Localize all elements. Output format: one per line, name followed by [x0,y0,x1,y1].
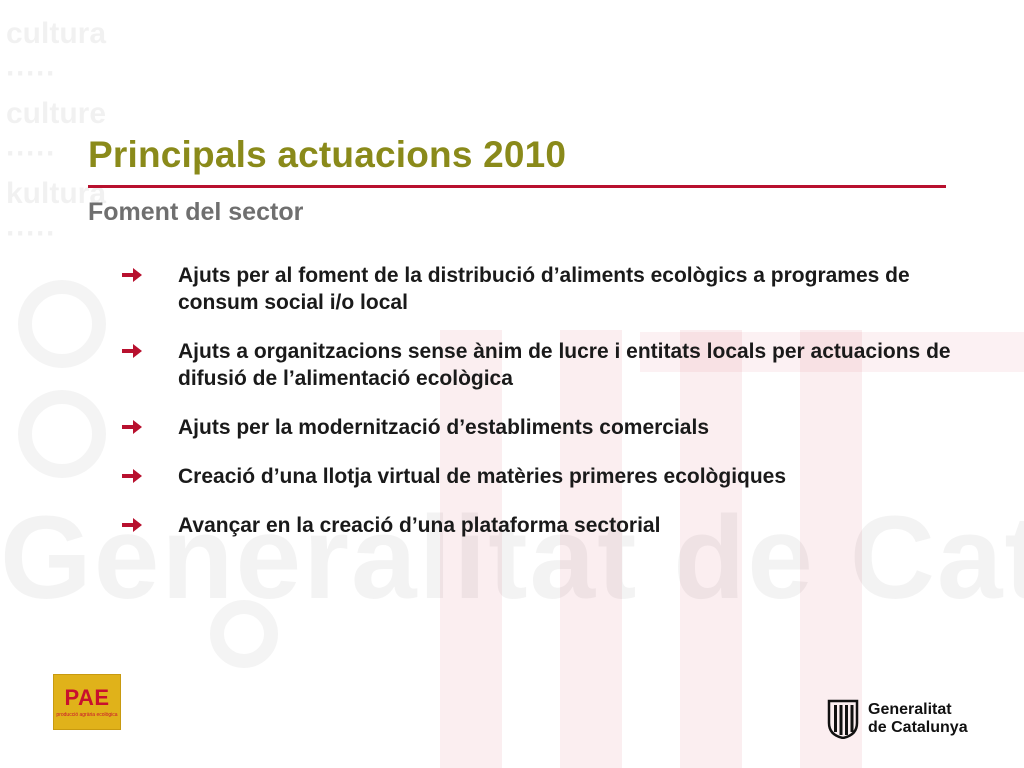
watermark-ring [18,390,106,478]
generalitat-line2: de Catalunya [868,719,968,736]
bullet-text: Avançar en la creació d’una plataforma sectorial [178,514,661,537]
slide-subtitle: Foment del sector [88,198,304,226]
bullet-text: Ajuts per la modernització d’establiments comercials [178,416,709,439]
bullet-list [122,262,952,561]
bullet-text: Creació d’una llotja virtual de matèries primeres ecològiques [178,465,787,488]
pae-logo [53,674,121,730]
generalitat-logo [826,698,968,740]
pae-logo-text: PAE [64,684,110,710]
watermark-ring [210,600,278,668]
bullet-item [122,262,952,316]
bullet-item [122,512,952,539]
right-arrow-icon [122,463,144,490]
right-arrow-icon [122,512,144,539]
watermark-ring [18,280,106,368]
right-arrow-icon [122,414,144,441]
senyera-emblem-icon [826,699,860,739]
bullet-item [122,338,952,392]
bullet-item [122,414,952,441]
generalitat-logo-text [868,701,968,737]
title-rule [88,185,946,188]
pae-logo-subtext: producció agrària ecològica [56,711,118,718]
watermark-side-text: cultura ····· culture ····· kultura ····· [6,17,107,250]
right-arrow-icon [122,262,144,289]
bullet-item [122,463,952,490]
bullet-text: Ajuts a organitzacions sense ànim de lucre i entitats locals per actuacions de difusió de l’alimentació ecològica [178,340,951,390]
bullet-text: Ajuts per al foment de la distribució d’aliments ecològics a programes de consum social i/o local [178,264,910,314]
generalitat-line1: Generalitat [868,701,952,718]
slide-title: Principals actuacions 2010 [88,134,567,175]
right-arrow-icon [122,338,144,365]
